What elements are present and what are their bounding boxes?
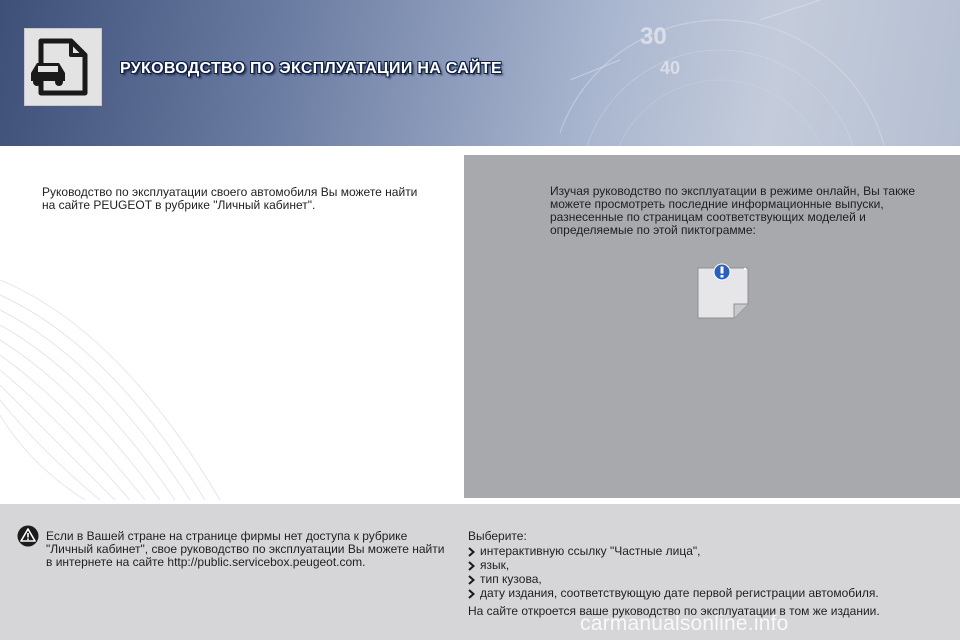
- chevron-right-icon: [468, 575, 475, 585]
- speedometer-number-30: 30: [640, 23, 667, 50]
- instructions-tail: На сайте откроется ваше руководство по эксплуатации в том же издании.: [468, 604, 880, 618]
- page-title: РУКОВОДСТВО ПО ЭКСПЛУАТАЦИИ НА САЙТЕ: [120, 60, 502, 77]
- instructions-list: [468, 545, 948, 600]
- list-item-text: тип кузова,: [480, 572, 542, 586]
- speedometer-decoration: [560, 0, 960, 146]
- list-item: [468, 573, 948, 586]
- decorative-lines-background: [0, 270, 240, 500]
- page-header: [0, 0, 960, 146]
- instructions-lead: Выберите:: [468, 529, 527, 543]
- list-item: [468, 587, 948, 600]
- online-info-paragraph: Изучая руководство по эксплуатации в режиме онлайн, Вы также можете просмотреть последние информационные выпуски, разнесенные по страницам соответствующих моделей и определяемые по этой пиктограмме:: [550, 184, 916, 237]
- speedometer-number-40: 40: [660, 58, 681, 78]
- list-item-text: дату издания, соответствующую дате первой регистрации автомобиля.: [480, 586, 879, 600]
- note-exclamation-icon: [694, 262, 752, 320]
- car-document-icon: [24, 28, 102, 106]
- list-item-text: интерактивную ссылку "Частные лица",: [480, 544, 701, 558]
- list-item-text: язык,: [480, 558, 510, 572]
- warning-triangle-icon: [17, 525, 39, 547]
- chevron-right-icon: [468, 561, 475, 571]
- watermark: carmanualsonline.info: [580, 612, 789, 635]
- no-access-paragraph: Если в Вашей стране на странице фирмы нет доступа к рубрике "Личный кабинет", свое руководство по эксплуатации Вы можете найти в интернете на сайте http://public.servicebox.peugeot.com.: [46, 529, 445, 569]
- chevron-right-icon: [468, 547, 475, 557]
- chevron-right-icon: [468, 589, 475, 599]
- selection-instructions: [468, 530, 948, 618]
- list-item: [468, 559, 948, 572]
- list-item: [468, 545, 948, 558]
- intro-paragraph: Руководство по эксплуатации своего автомобиля Вы можете найти на сайте PEUGEOT в рубрике "Личный кабинет".: [42, 185, 418, 212]
